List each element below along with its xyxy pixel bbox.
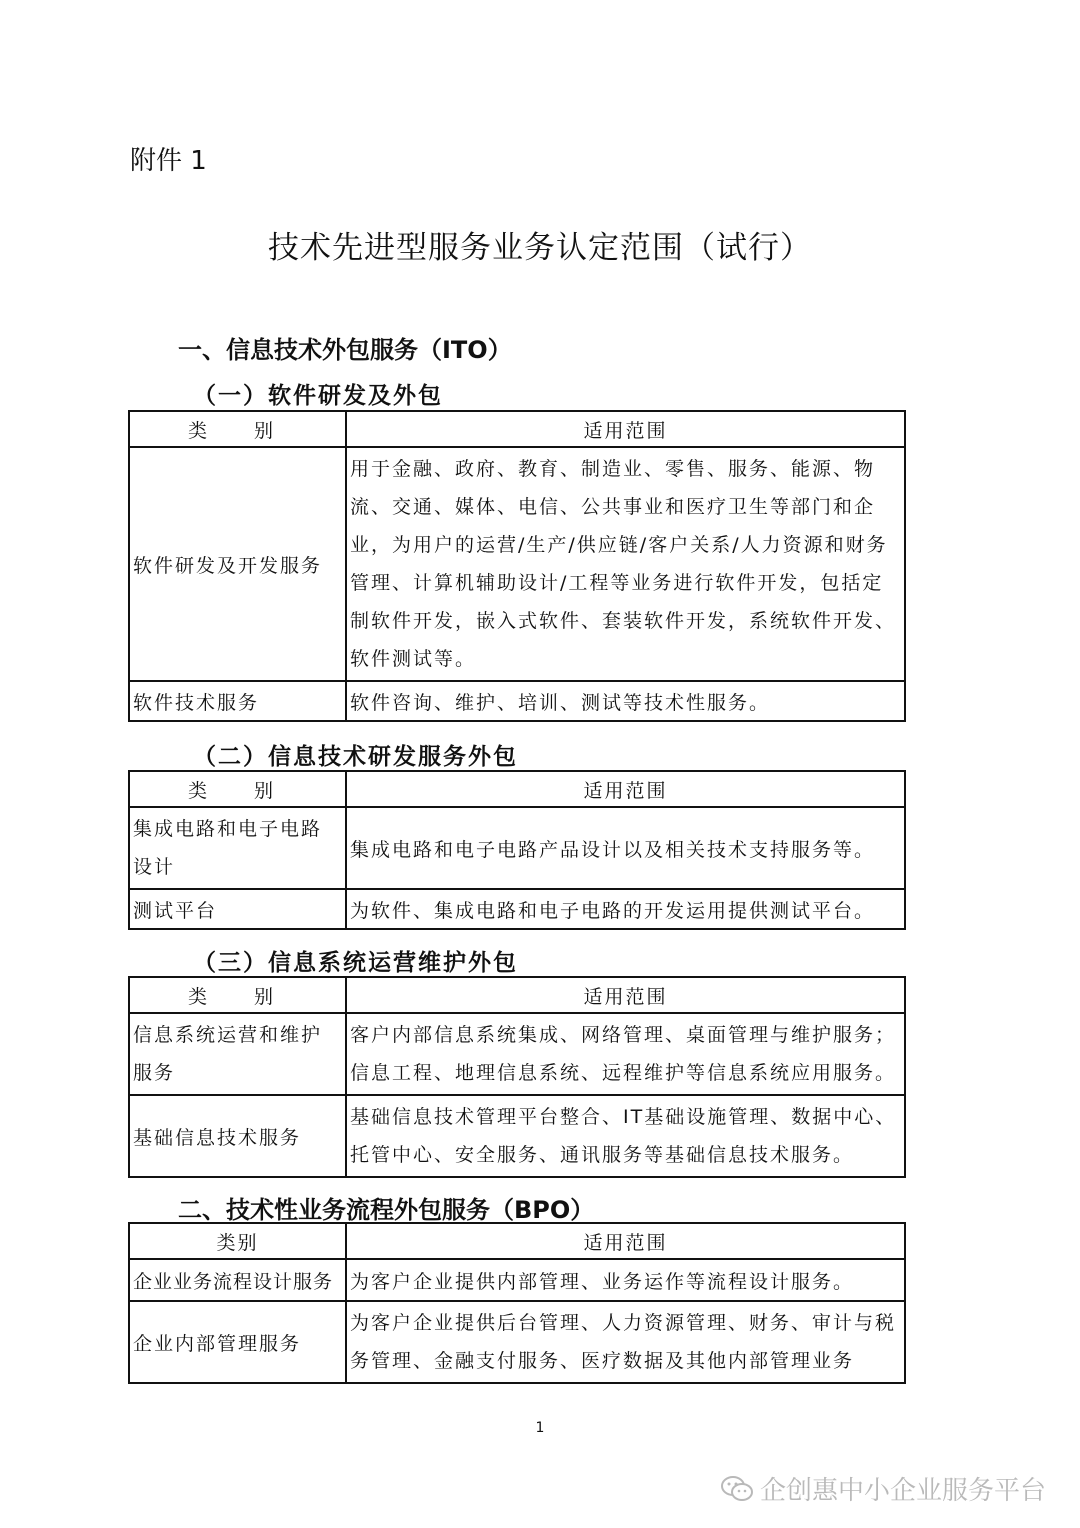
table-ops (128, 976, 906, 1178)
watermark (720, 1470, 1046, 1507)
header-category: 类 别 (129, 771, 346, 807)
wechat-icon (720, 1474, 754, 1504)
table-row (129, 889, 905, 929)
subsection-heading-ops: （三）信息系统运营维护外包 (193, 950, 518, 976)
row-category: 集成电路和电子电路设计 (129, 807, 346, 889)
row-scope: 基础信息技术管理平台整合、IT基础设施管理、数据中心、托管中心、安全服务、通讯服务等基础信息技术服务。 (346, 1095, 905, 1177)
table-header-row (129, 1223, 905, 1259)
table-bpo (128, 1222, 906, 1384)
row-category: 信息系统运营和维护服务 (129, 1013, 346, 1095)
subsection-heading-software: （一）软件研发及外包 (193, 383, 443, 409)
row-category: 测试平台 (129, 889, 346, 929)
section-heading-ito: 一、信息技术外包服务（ITO） (178, 336, 512, 364)
header-scope: 适用范围 (346, 977, 905, 1013)
table-row (129, 681, 905, 721)
row-scope: 客户内部信息系统集成、网络管理、桌面管理与维护服务；信息工程、地理信息系统、远程维护等信息系统应用服务。 (346, 1013, 905, 1095)
row-category: 软件技术服务 (129, 681, 346, 721)
subsection-heading-rd: （二）信息技术研发服务外包 (193, 744, 518, 770)
row-scope: 为客户企业提供后台管理、人力资源管理、财务、审计与税务管理、金融支付服务、医疗数据及其他内部管理业务 (346, 1301, 905, 1383)
table-row (129, 807, 905, 889)
table-row (129, 1095, 905, 1177)
row-scope: 软件咨询、维护、培训、测试等技术性服务。 (346, 681, 905, 721)
table-header-row (129, 411, 905, 447)
header-category: 类 别 (129, 977, 346, 1013)
header-scope: 适用范围 (346, 1223, 905, 1259)
attachment-label: 附件 1 (130, 146, 207, 176)
table-header-row (129, 771, 905, 807)
header-category: 类别 (129, 1223, 346, 1259)
header-scope: 适用范围 (346, 771, 905, 807)
table-rd (128, 770, 906, 930)
table-row (129, 1013, 905, 1095)
section-heading-bpo: 二、技术性业务流程外包服务（BPO） (178, 1196, 595, 1224)
table-row (129, 447, 905, 681)
document-title: 技术先进型服务业务认定范围（试行） (268, 230, 812, 266)
watermark-text: 企创惠中小企业服务平台 (759, 1476, 1046, 1506)
row-category: 基础信息技术服务 (129, 1095, 346, 1177)
page-number: 1 (535, 1420, 545, 1436)
table-software (128, 410, 906, 722)
row-category: 企业业务流程设计服务 (129, 1259, 346, 1301)
row-scope: 集成电路和电子电路产品设计以及相关技术支持服务等。 (346, 807, 905, 889)
row-scope: 用于金融、政府、教育、制造业、零售、服务、能源、物流、交通、媒体、电信、公共事业和医疗卫生等部门和企业，为用户的运营/生产/供应链/客户关系/人力资源和财务管理、计算机辅助设计/工程等业务进行软件开发，包括定制软件开发，嵌入式软件、套装软件开发，系统软件开发、软件测试等。 (346, 447, 905, 681)
table-row (129, 1301, 905, 1383)
header-category: 类 别 (129, 411, 346, 447)
row-category: 软件研发及开发服务 (129, 447, 346, 681)
table-header-row (129, 977, 905, 1013)
header-scope: 适用范围 (346, 411, 905, 447)
row-scope: 为软件、集成电路和电子电路的开发运用提供测试平台。 (346, 889, 905, 929)
table-row (129, 1259, 905, 1301)
row-category: 企业内部管理服务 (129, 1301, 346, 1383)
row-scope: 为客户企业提供内部管理、业务运作等流程设计服务。 (346, 1259, 905, 1301)
